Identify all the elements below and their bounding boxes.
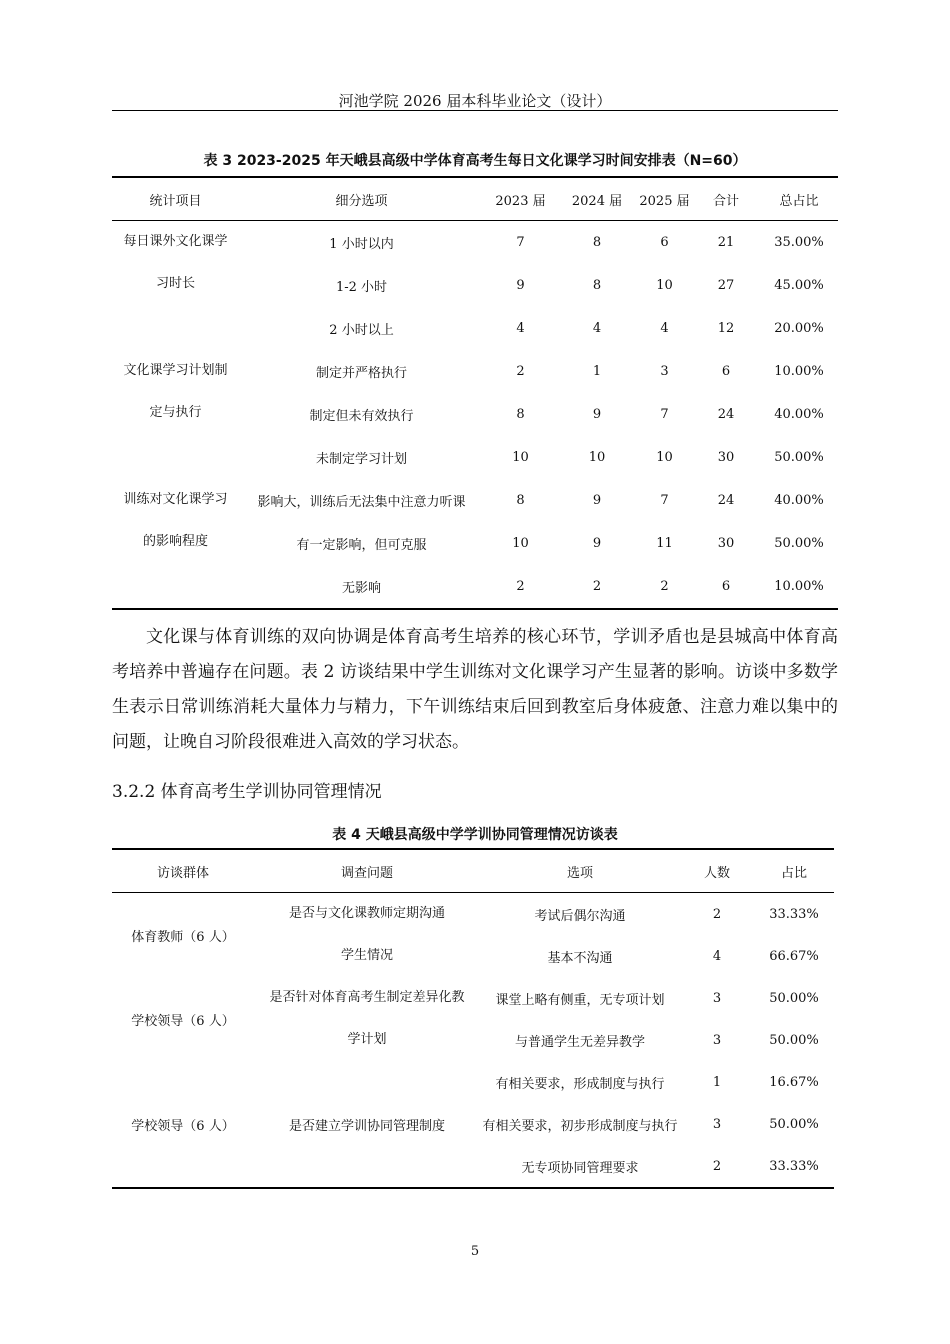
value-cell: 2 (516, 579, 525, 594)
total-cell: 30 (717, 450, 735, 465)
group-label-line: 训练对文化课学习 (123, 492, 228, 507)
ratio-cell: 50.00% (774, 536, 824, 551)
ratio-cell: 40.00% (774, 493, 824, 508)
group-label (112, 221, 239, 351)
table-row (112, 221, 838, 265)
value-cell: 8 (516, 407, 525, 422)
option-cell: 无专项协同管理要求 (521, 1160, 639, 1176)
section-heading: 3.2.2 体育高考生学训协同管理情况 (112, 782, 382, 802)
table3-col-header: 统计项目 (149, 193, 202, 209)
table3-col-header: 总占比 (779, 193, 819, 209)
value-cell: 2 (660, 579, 669, 594)
table-row (112, 350, 838, 393)
ratio-cell: 40.00% (774, 407, 824, 422)
group-label-line: 定与执行 (149, 405, 202, 420)
count-cell: 3 (712, 990, 722, 1006)
table4-caption: 表 4 天峨县高级中学学训协同管理情况访谈表 (332, 827, 618, 843)
count-cell: 2 (712, 1158, 722, 1174)
ratio-cell: 50.00% (769, 990, 819, 1006)
option-cell: 课堂上略有侧重，无专项计划 (495, 992, 665, 1008)
ratio-cell: 45.00% (774, 278, 824, 293)
ratio-cell: 10.00% (774, 364, 824, 379)
option-cell: 制定但未有效执行 (309, 409, 414, 424)
ratio-cell: 50.00% (774, 450, 824, 465)
question-cell: 是否建立学训协同管理制度 (288, 1118, 445, 1134)
total-cell: 6 (721, 579, 731, 594)
page-header: 河池学院 2026 届本科毕业论文（设计） (338, 92, 612, 110)
table3 (112, 176, 838, 610)
value-cell: 4 (660, 321, 669, 336)
table3-caption: 表 3 2023-2025 年天峨县高级中学体育高考生每日文化课学习时间安排表（N=60） (203, 153, 747, 169)
group-cell: 学校领导（6 人） (131, 1118, 235, 1134)
table3-col-header: 2023 届 (495, 193, 546, 209)
question-line: 学计划 (347, 1032, 387, 1047)
table3-col-header: 2025 届 (639, 193, 690, 209)
ratio-cell: 50.00% (769, 1032, 819, 1048)
ratio-cell: 16.67% (769, 1074, 819, 1090)
table4-col-header: 调查问题 (340, 865, 393, 881)
count-cell: 3 (712, 1032, 722, 1048)
ratio-cell: 33.33% (754, 893, 834, 936)
option-cell: 有相关要求，初步形成制度与执行 (482, 1118, 678, 1134)
total-cell: 6 (721, 364, 731, 379)
ratio-cell: 66.67% (769, 948, 819, 964)
value-cell: 1 (592, 364, 602, 379)
question-line: 学生情况 (340, 948, 393, 963)
option-cell: 未制定学习计划 (315, 452, 407, 467)
value-cell: 9 (516, 278, 525, 293)
value-cell: 10 (512, 450, 529, 465)
table3-header-row (112, 177, 838, 221)
option-cell: 考试后偶尔沟通 (480, 893, 680, 936)
option-cell: 有一定影响，但可克服 (296, 538, 427, 553)
value-cell: 8 (516, 493, 525, 508)
count-cell: 4 (712, 948, 722, 964)
table4-header-row (112, 849, 834, 893)
total-cell: 21 (692, 221, 760, 265)
group-label-line: 习时长 (155, 276, 195, 291)
ratio-cell: 50.00% (769, 1116, 819, 1132)
option-cell: 无影响 (341, 581, 381, 596)
ratio-cell: 35.00% (760, 221, 838, 265)
option-cell: 影响大，训练后无法集中注意力听课 (257, 495, 466, 510)
value-cell: 4 (592, 321, 602, 336)
count-cell: 3 (712, 1116, 722, 1132)
question-line: 是否针对体育高考生制定差异化教 (269, 990, 465, 1005)
value-cell: 9 (592, 536, 602, 551)
value-cell: 3 (660, 364, 669, 379)
value-cell: 2 (516, 364, 525, 379)
body-paragraph: 文化课与体育训练的双向协调是体育高考生培养的核心环节，学训矛盾也是县城高中体育高考培养中普遍存在问题。表 2 访谈结果中学生训练对文化课学习产生显著的影响。访谈中多数学生表示日常训练消耗大量体力与精力，下午训练结束后回到教室后身体疲惫、注意力难以集中的问题，让晚自习阶段很难进入高效的学习状态。 (112, 627, 838, 752)
table4 (112, 848, 834, 1189)
group-label (112, 350, 239, 479)
option-cell: 基本不沟通 (547, 950, 613, 966)
count-cell: 1 (712, 1074, 722, 1090)
option-cell: 与普通学生无差异教学 (514, 1034, 645, 1050)
total-cell: 27 (717, 278, 735, 293)
value-cell: 10 (588, 450, 606, 465)
value-cell: 10 (656, 278, 673, 293)
total-cell: 12 (717, 321, 735, 336)
group-label-line: 每日课外文化课学 (123, 234, 228, 249)
value-cell: 8 (557, 221, 637, 265)
table4-col-header: 选项 (566, 865, 593, 881)
total-cell: 24 (717, 493, 735, 508)
value-cell: 7 (660, 493, 669, 508)
page-number: 5 (470, 1244, 480, 1259)
value-cell: 10 (512, 536, 529, 551)
value-cell: 4 (516, 321, 525, 336)
ratio-cell: 10.00% (774, 579, 824, 594)
total-cell: 30 (717, 536, 735, 551)
header-rule (112, 110, 838, 111)
question-line: 是否与文化课教师定期沟通 (288, 906, 445, 921)
value-cell: 10 (656, 450, 673, 465)
option-cell: 有相关要求，形成制度与执行 (495, 1076, 665, 1092)
option-cell: 1 小时以内 (239, 221, 484, 265)
group-label-line: 的影响程度 (142, 534, 208, 549)
table4-col-header: 人数 (703, 865, 730, 881)
group-label (112, 479, 239, 609)
group-cell: 体育教师（6 人） (112, 893, 254, 978)
table4-col-header: 占比 (780, 865, 807, 881)
value-cell: 6 (637, 221, 692, 265)
table4-col-header: 访谈群体 (156, 865, 209, 881)
value-cell: 2 (592, 579, 602, 594)
total-cell: 24 (717, 407, 735, 422)
table-row (112, 1061, 834, 1103)
option-cell: 制定并严格执行 (315, 366, 407, 381)
value-cell: 8 (592, 278, 602, 293)
group-label-line: 文化课学习计划制 (123, 363, 228, 378)
question-cell (254, 977, 480, 1061)
question-cell (254, 893, 480, 978)
table3-col-header: 2024 届 (571, 193, 623, 209)
value-cell: 9 (592, 493, 602, 508)
table3-col-header: 细分选项 (335, 193, 388, 209)
value-cell: 11 (656, 536, 673, 551)
count-cell: 2 (680, 893, 754, 936)
value-cell: 9 (592, 407, 602, 422)
value-cell: 7 (484, 221, 557, 265)
table-row (112, 479, 838, 522)
option-cell: 1-2 小时 (335, 280, 388, 295)
table-row (112, 893, 834, 936)
table3-col-header: 合计 (712, 193, 739, 209)
group-cell: 学校领导（6 人） (131, 1013, 235, 1029)
ratio-cell: 20.00% (774, 321, 824, 336)
table-row (112, 977, 834, 1019)
option-cell: 2 小时以上 (329, 323, 394, 338)
ratio-cell: 33.33% (769, 1158, 819, 1174)
value-cell: 7 (660, 407, 669, 422)
